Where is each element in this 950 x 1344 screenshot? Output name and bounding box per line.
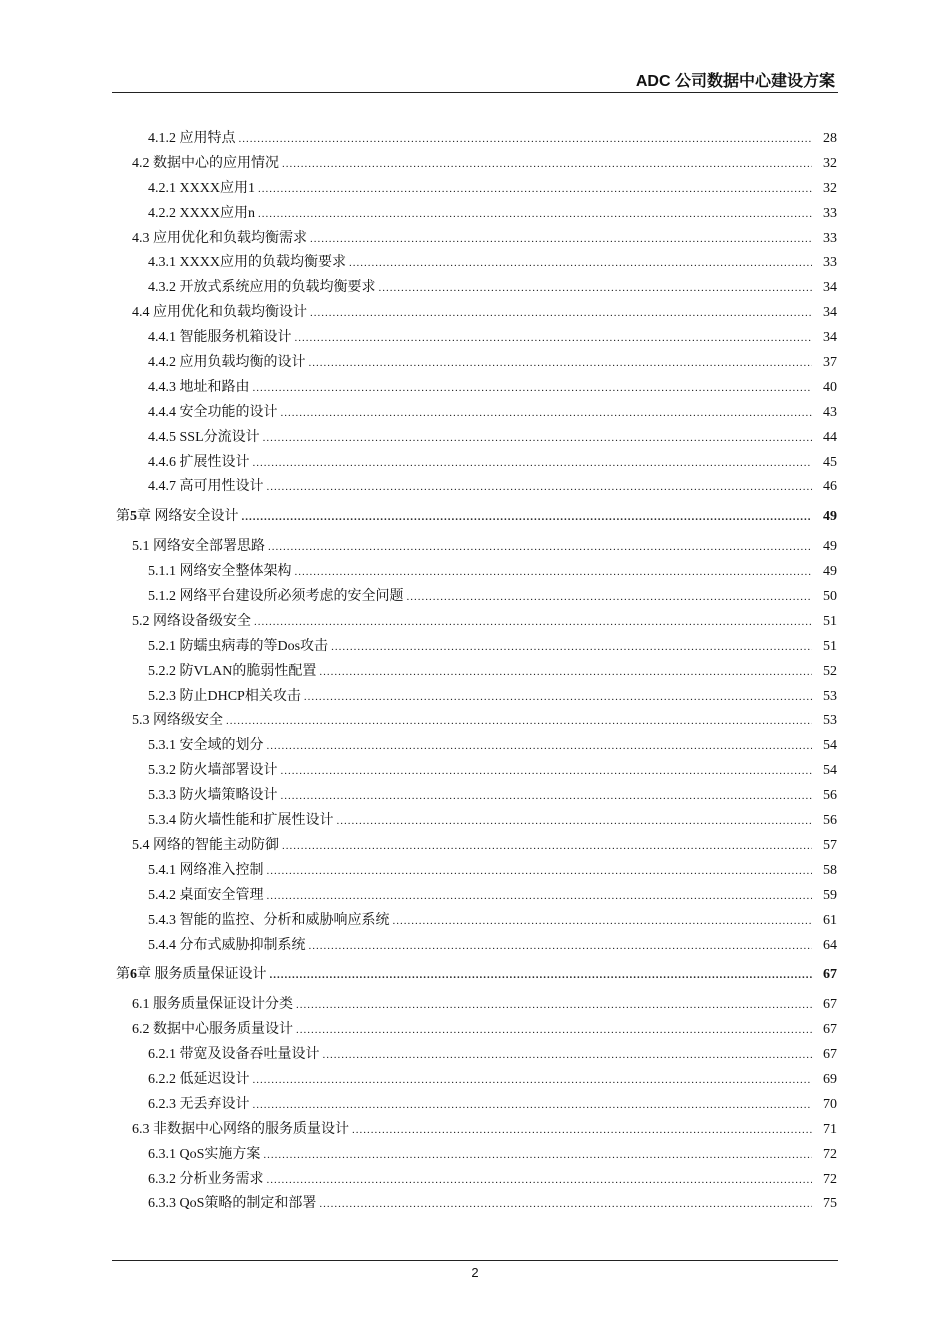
toc-entry[interactable] bbox=[112, 376, 837, 401]
toc-entry[interactable] bbox=[112, 426, 837, 451]
chapter-title: 章 网络安全设计 bbox=[137, 509, 239, 525]
toc-entry[interactable] bbox=[112, 1018, 837, 1043]
toc-entry-title bbox=[116, 505, 239, 530]
toc-entry[interactable] bbox=[112, 152, 837, 177]
dot-leader bbox=[267, 1168, 813, 1193]
toc-page-number: 67 bbox=[823, 1047, 837, 1063]
toc-entry-title: 4.4.6 扩展性设计 bbox=[148, 454, 250, 470]
toc-page-number: 59 bbox=[823, 887, 837, 903]
header-divider bbox=[112, 92, 838, 93]
dot-leader bbox=[281, 759, 813, 784]
toc-entry[interactable] bbox=[112, 1143, 837, 1168]
toc-entry-title: 6.3 非数据中心网络的服务质量设计 bbox=[132, 1121, 349, 1137]
dot-leader bbox=[282, 152, 812, 177]
dot-leader bbox=[295, 560, 813, 585]
toc-entry-title: 4.3.2 开放式系统应用的负载均衡要求 bbox=[148, 280, 376, 296]
chapter-prefix: 第 bbox=[116, 509, 130, 525]
toc-entry-title: 4.2.2 XXXX应用n bbox=[148, 205, 255, 221]
toc-page-number: 43 bbox=[823, 404, 837, 420]
toc-entry[interactable] bbox=[112, 934, 837, 959]
toc-entry[interactable] bbox=[112, 1093, 837, 1118]
toc-entry-title: 4.4 应用优化和负载均衡设计 bbox=[132, 305, 307, 321]
chapter-number: 6 bbox=[130, 967, 137, 983]
toc-entry-title: 6.1 服务质量保证设计分类 bbox=[132, 997, 293, 1013]
toc-page-number: 33 bbox=[823, 205, 837, 221]
toc-entry[interactable] bbox=[112, 759, 837, 784]
dot-leader bbox=[310, 227, 812, 252]
toc-entry[interactable] bbox=[112, 660, 837, 685]
toc-entry-title: 4.4.7 高可用性设计 bbox=[148, 479, 264, 495]
dot-leader bbox=[242, 505, 813, 530]
toc-page-number: 67 bbox=[823, 997, 837, 1013]
toc-entry[interactable] bbox=[112, 326, 837, 351]
dot-leader bbox=[267, 734, 813, 759]
toc-entry[interactable] bbox=[112, 709, 837, 734]
toc-page-number: 54 bbox=[823, 738, 837, 754]
toc-entry[interactable] bbox=[112, 993, 837, 1018]
toc-page-number: 70 bbox=[823, 1096, 837, 1112]
toc-entry[interactable] bbox=[112, 635, 837, 660]
toc-entry-title: 5.3.3 防火墙策略设计 bbox=[148, 788, 278, 804]
table-of-contents bbox=[112, 127, 837, 1217]
toc-entry[interactable] bbox=[112, 560, 837, 585]
toc-page-number: 64 bbox=[823, 937, 837, 953]
toc-page-number: 72 bbox=[823, 1171, 837, 1187]
toc-entry-title: 6.2.2 低延迟设计 bbox=[148, 1071, 250, 1087]
dot-leader bbox=[352, 1118, 812, 1143]
dot-leader bbox=[296, 1018, 812, 1043]
toc-entry[interactable] bbox=[112, 127, 837, 152]
toc-entry[interactable] bbox=[112, 451, 837, 476]
toc-entry-title: 4.4.4 安全功能的设计 bbox=[148, 404, 278, 420]
toc-chapter-entry[interactable] bbox=[112, 963, 837, 988]
chapter-number: 5 bbox=[130, 509, 137, 525]
toc-entry-title: 6.3.2 分析业务需求 bbox=[148, 1171, 264, 1187]
toc-entry[interactable] bbox=[112, 251, 837, 276]
toc-entry[interactable] bbox=[112, 202, 837, 227]
dot-leader bbox=[296, 993, 812, 1018]
toc-page-number: 33 bbox=[823, 255, 837, 271]
toc-entry-title: 5.3 网络级安全 bbox=[132, 713, 223, 729]
dot-leader bbox=[267, 859, 813, 884]
toc-entry-title: 5.2.1 防蠕虫病毒的等Dos攻击 bbox=[148, 638, 329, 654]
toc-entry[interactable] bbox=[112, 585, 837, 610]
chapter-title: 章 服务质量保证设计 bbox=[137, 967, 267, 983]
toc-entry-title: 5.3.1 安全域的划分 bbox=[148, 738, 264, 754]
toc-entry[interactable] bbox=[112, 784, 837, 809]
toc-entry-title: 4.4.2 应用负载均衡的设计 bbox=[148, 355, 306, 371]
toc-entry[interactable] bbox=[112, 351, 837, 376]
toc-entry-title: 4.2.1 XXXX应用1 bbox=[148, 180, 255, 196]
dot-leader bbox=[239, 127, 813, 152]
toc-entry-title: 4.3 应用优化和负载均衡需求 bbox=[132, 230, 307, 246]
toc-entry[interactable] bbox=[112, 884, 837, 909]
toc-entry-title: 6.2.3 无丢弃设计 bbox=[148, 1096, 250, 1112]
toc-page-number: 28 bbox=[823, 131, 837, 146]
footer-divider bbox=[112, 1260, 838, 1261]
toc-page-number: 33 bbox=[823, 230, 837, 246]
dot-leader bbox=[268, 535, 812, 560]
toc-page-number: 58 bbox=[823, 862, 837, 878]
toc-page-number: 34 bbox=[823, 330, 837, 346]
toc-page-number: 34 bbox=[823, 280, 837, 296]
toc-entry-title: 5.2 网络设备级安全 bbox=[132, 613, 251, 629]
toc-entry[interactable] bbox=[112, 610, 837, 635]
dot-leader bbox=[349, 251, 812, 276]
dot-leader bbox=[263, 1143, 812, 1168]
toc-page-number: 45 bbox=[823, 454, 837, 470]
dot-leader bbox=[253, 451, 813, 476]
toc-page-number: 50 bbox=[823, 589, 837, 605]
toc-page-number: 32 bbox=[823, 155, 837, 171]
toc-entry-title: 5.2.3 防止DHCP相关攻击 bbox=[148, 688, 301, 704]
toc-entry-title: 5.4.2 桌面安全管理 bbox=[148, 887, 264, 903]
toc-entry[interactable] bbox=[112, 734, 837, 759]
toc-page-number: 34 bbox=[823, 305, 837, 321]
toc-page-number: 69 bbox=[823, 1071, 837, 1087]
toc-page-number: 40 bbox=[823, 379, 837, 395]
dot-leader bbox=[253, 1093, 813, 1118]
toc-entry-title: 5.1.2 网络平台建设所必须考虑的安全问题 bbox=[148, 589, 404, 605]
document-header-title: ADC 公司数据中心建设方案 bbox=[635, 73, 835, 90]
toc-entry-title: 6.3.1 QoS实施方案 bbox=[148, 1146, 261, 1162]
dot-leader bbox=[253, 1068, 813, 1093]
toc-page-number: 57 bbox=[823, 837, 837, 853]
toc-entry[interactable] bbox=[112, 685, 837, 710]
dot-leader bbox=[304, 685, 812, 710]
toc-entry-title: 4.3.1 XXXX应用的负载均衡要求 bbox=[148, 255, 346, 271]
toc-page-number: 51 bbox=[823, 613, 837, 629]
toc-page-number: 49 bbox=[823, 539, 837, 555]
toc-page-number: 54 bbox=[823, 763, 837, 779]
toc-entry[interactable] bbox=[112, 1118, 837, 1143]
dot-leader bbox=[319, 660, 812, 685]
dot-leader bbox=[379, 276, 813, 301]
toc-entry-title: 6.3.3 QoS策略的制定和部署 bbox=[148, 1196, 317, 1212]
toc-entry-title: 5.4 网络的智能主动防御 bbox=[132, 837, 279, 853]
toc-entry[interactable] bbox=[112, 1168, 837, 1193]
toc-entry[interactable] bbox=[112, 401, 837, 426]
toc-entry[interactable] bbox=[112, 909, 837, 934]
dot-leader bbox=[337, 809, 813, 834]
dot-leader bbox=[267, 884, 813, 909]
dot-leader bbox=[310, 301, 812, 326]
toc-entry-title: 5.4.1 网络准入控制 bbox=[148, 862, 264, 878]
toc-entry-title: 5.1.1 网络安全整体架构 bbox=[148, 564, 292, 580]
toc-page-number: 53 bbox=[823, 688, 837, 704]
toc-entry-title bbox=[116, 963, 267, 988]
dot-leader bbox=[309, 351, 813, 376]
dot-leader bbox=[281, 401, 813, 426]
toc-entry-title: 5.1 网络安全部署思路 bbox=[132, 539, 265, 555]
dot-leader bbox=[253, 376, 813, 401]
dot-leader bbox=[258, 177, 812, 202]
toc-entry-title: 5.4.3 智能的监控、分析和威胁响应系统 bbox=[148, 912, 390, 928]
dot-leader bbox=[323, 1043, 813, 1068]
dot-leader bbox=[254, 610, 812, 635]
dot-leader bbox=[282, 834, 812, 859]
toc-entry-title: 5.2.2 防VLAN的脆弱性配置 bbox=[148, 663, 317, 679]
toc-page-number: 67 bbox=[823, 1022, 837, 1038]
dot-leader bbox=[270, 963, 813, 988]
dot-leader bbox=[281, 784, 813, 809]
toc-page-number: 56 bbox=[823, 813, 837, 829]
toc-entry[interactable] bbox=[112, 1043, 837, 1068]
toc-page-number: 71 bbox=[823, 1121, 837, 1137]
toc-entry[interactable] bbox=[112, 276, 837, 301]
toc-page-number: 49 bbox=[823, 509, 837, 525]
toc-page-number: 61 bbox=[823, 912, 837, 928]
toc-page-number: 56 bbox=[823, 788, 837, 804]
toc-entry[interactable] bbox=[112, 809, 837, 834]
toc-entry[interactable] bbox=[112, 301, 837, 326]
toc-entry[interactable] bbox=[112, 859, 837, 884]
toc-page-number: 72 bbox=[823, 1146, 837, 1162]
toc-page-number: 67 bbox=[823, 967, 837, 983]
toc-entry[interactable] bbox=[112, 535, 837, 560]
toc-entry[interactable] bbox=[112, 834, 837, 859]
dot-leader bbox=[393, 909, 813, 934]
toc-page-number: 46 bbox=[823, 479, 837, 495]
toc-entry-title: 4.4.1 智能服务机箱设计 bbox=[148, 330, 292, 346]
toc-entry[interactable] bbox=[112, 1192, 837, 1217]
dot-leader bbox=[263, 426, 812, 451]
toc-page-number: 44 bbox=[823, 429, 837, 445]
toc-entry[interactable] bbox=[112, 227, 837, 252]
chapter-prefix: 第 bbox=[116, 967, 130, 983]
toc-entry-title: 5.4.4 分布式威胁抑制系统 bbox=[148, 937, 306, 953]
dot-leader bbox=[226, 709, 812, 734]
toc-entry-title: 4.2 数据中心的应用情况 bbox=[132, 155, 279, 171]
toc-chapter-entry[interactable] bbox=[112, 505, 837, 530]
toc-entry-title: 6.2 数据中心服务质量设计 bbox=[132, 1022, 293, 1038]
toc-entry[interactable] bbox=[112, 177, 837, 202]
toc-entry-title: 5.3.2 防火墙部署设计 bbox=[148, 763, 278, 779]
toc-page-number: 32 bbox=[823, 180, 837, 196]
dot-leader bbox=[319, 1192, 812, 1217]
toc-entry[interactable] bbox=[112, 475, 837, 500]
toc-page-number: 53 bbox=[823, 713, 837, 729]
dot-leader bbox=[407, 585, 813, 610]
page-number: 2 bbox=[471, 1265, 479, 1280]
dot-leader bbox=[331, 635, 812, 660]
dot-leader bbox=[267, 475, 813, 500]
toc-page-number: 52 bbox=[823, 663, 837, 679]
toc-entry-title: 4.1.2 应用特点 bbox=[148, 131, 236, 146]
toc-entry-title: 4.4.5 SSL分流设计 bbox=[148, 429, 260, 445]
toc-entry-title: 6.2.1 带宽及设备吞吐量设计 bbox=[148, 1047, 320, 1063]
dot-leader bbox=[309, 934, 813, 959]
toc-entry-title: 5.3.4 防火墙性能和扩展性设计 bbox=[148, 813, 334, 829]
toc-page-number: 49 bbox=[823, 564, 837, 580]
toc-page-number: 51 bbox=[823, 638, 837, 654]
toc-entry[interactable] bbox=[112, 1068, 837, 1093]
dot-leader bbox=[295, 326, 813, 351]
dot-leader bbox=[258, 202, 812, 227]
toc-entry-title: 4.4.3 地址和路由 bbox=[148, 379, 250, 395]
toc-page-number: 37 bbox=[823, 355, 837, 371]
toc-page-number: 75 bbox=[823, 1196, 837, 1212]
